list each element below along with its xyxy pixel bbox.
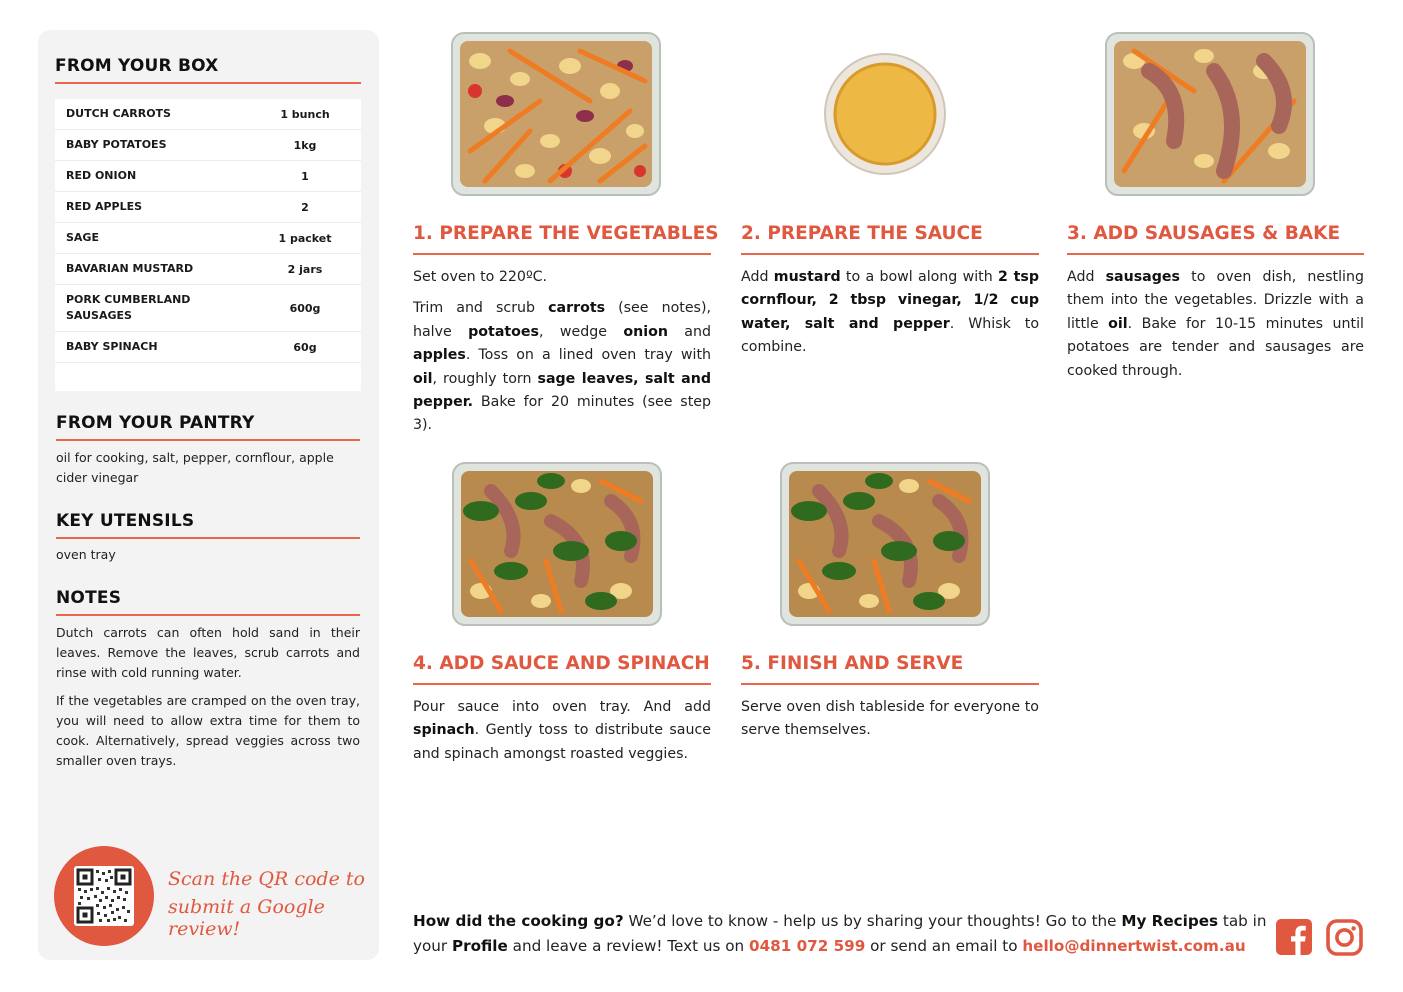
instagram-icon[interactable] [1326,919,1363,956]
ingredient-name: DUTCH CARROTS [66,107,171,120]
qr-badge[interactable] [54,846,154,946]
ingredient-qty: 2 [301,200,309,214]
my-recipes-link[interactable]: My Recipes [1121,912,1219,930]
footer-text: and leave a review! Text us on [507,937,750,955]
step-text: (see notes), halve [413,300,711,340]
step-3-sausages-image [1104,31,1316,197]
table-row [55,130,361,161]
feedback-question: How did the cooking go? [413,912,624,930]
table-row [55,161,361,192]
qr-code-icon [74,866,134,926]
utensils-text: oven tray [56,547,116,562]
step-rule [413,253,711,255]
footer-text: tab in your [413,912,1267,955]
step-paragraph [741,696,1039,743]
step-text: Set oven to 220ºC. [413,269,548,285]
step-4-title: 4. ADD SAUCE AND SPINACH [413,653,710,674]
step-1-vegetables-image [450,31,662,197]
ingredient-qty: 600g [289,301,321,315]
step-2-sauce-bowl-image [823,52,947,176]
step-5-body [741,696,1039,751]
footer-text: or send an email to [865,937,1023,955]
qr-caption-line2: submit a Google review! [168,896,325,940]
step-paragraph [413,266,711,289]
ingredient-qty: 60g [293,340,317,354]
ingredient-name: PORK CUMBERLAND SAUSAGES [66,293,191,322]
heading-rule [56,537,360,539]
ingredient-emphasis: sausages [1105,269,1180,285]
step-paragraph [741,266,1039,360]
ingredient-emphasis: oil [413,370,433,387]
sidebar-panel [38,30,379,960]
heading-rule [55,82,361,84]
step-text: . Bake for 10-15 minutes until potatoes are tender and sausages are cooked through. [1067,315,1364,379]
table-row [55,254,361,285]
ingredient-qty: 2 jars [287,262,323,276]
ingredient-emphasis: potatoes [468,323,539,340]
table-row [55,223,361,254]
step-3-title: 3. ADD SAUSAGES & BAKE [1067,223,1341,244]
step-text: Bake for 20 minutes (see step 3). [413,394,711,434]
table-row [55,99,361,130]
pantry-text: oil for cooking, salt, pepper, cornflour, apple cider vinegar [56,450,334,485]
step-paragraph [413,297,711,437]
step-text: , roughly torn [432,370,538,387]
step-paragraph [1067,266,1364,383]
qr-code[interactable] [74,866,134,926]
footer-text: We’d love to know - help us by sharing your thoughts! Go to the [623,912,1122,930]
ingredient-emphasis: spinach [413,722,475,739]
step-text: and [667,323,711,340]
step-5-title: 5. FINISH AND SERVE [741,653,964,674]
notes-paragraph: Dutch carrots can often hold sand in their leaves. Remove the leaves, scrub carrots and rinse with cold running water. [56,625,360,680]
heading-rule [56,439,360,441]
from-your-pantry-heading: FROM YOUR PANTRY [56,413,255,433]
step-text: Trim and scrub [413,300,549,317]
step-paragraph [413,696,711,766]
step-2-body [741,266,1039,368]
ingredient-emphasis: sage leaves, salt and pepper. [413,370,711,411]
table-row [55,192,361,223]
step-text: Serve oven dish tableside for everyone to serve themselves. [741,699,1039,739]
step-text: to a bowl along with [840,269,999,285]
step-rule [413,683,711,685]
ingredient-name: SAGE [66,231,99,244]
ingredient-emphasis: 2 tsp cornflour, 2 tbsp vinegar, 1/2 cup water, salt and pepper [741,269,1039,332]
step-3-body [1067,266,1364,391]
phone-link[interactable]: 0481 072 599 [749,937,866,955]
ingredient-name: BAVARIAN MUSTARD [66,262,194,275]
profile-link[interactable]: Profile [451,937,508,955]
step-text: . Whisk to combine. [741,315,1040,356]
step-text: Pour sauce into oven tray. And add [413,699,711,715]
step-2-title: 2. PREPARE THE SAUCE [741,223,983,244]
from-your-box-heading: FROM YOUR BOX [55,56,219,76]
step-text: , wedge [539,323,624,340]
qr-caption-line1: Scan the QR code to [168,868,365,890]
ingredient-emphasis: onion [623,323,668,340]
facebook-icon[interactable] [1276,919,1312,955]
step-1-body [413,266,711,446]
step-4-body [413,696,711,774]
email-link[interactable]: hello@dinnertwist.com.au [1022,937,1246,955]
ingredient-name: BABY POTATOES [66,138,167,151]
ingredients-table [55,99,361,391]
ingredient-emphasis: oil [1108,315,1128,332]
notes-heading: NOTES [56,588,122,608]
table-row [55,332,361,363]
step-rule [741,683,1039,685]
notes-paragraph: If the vegetables are cramped on the oven tray, you will need to allow extra time for them to cook. Alternatively, spread veggies across two smaller oven trays. [56,693,360,768]
step-1-title: 1. PREPARE THE VEGETABLES [413,223,719,244]
step-text: . Toss on a lined oven tray with [465,347,711,364]
ingredient-emphasis: apples [413,347,466,364]
ingredient-qty: 1 packet [278,231,332,245]
table-row [55,285,361,332]
step-4-spinach-image [451,461,663,627]
ingredient-emphasis: mustard [773,269,841,285]
ingredient-qty: 1kg [293,138,317,152]
ingredient-name: BABY SPINACH [66,340,158,353]
ingredient-name: RED APPLES [66,200,143,213]
step-5-serve-image [779,461,991,627]
step-rule [1067,253,1364,255]
ingredient-emphasis: carrots [548,300,606,317]
step-text: . Gently toss to distribute sauce and spinach amongst roasted veggies. [413,722,711,762]
ingredient-name: RED ONION [66,169,137,182]
step-text: Add [1067,269,1106,285]
heading-rule [56,614,360,616]
ingredient-qty: 1 [301,169,309,183]
step-text: to oven dish, nestling them into the vegetables. Drizzle with a little [1067,269,1364,332]
key-utensils-heading: KEY UTENSILS [56,511,195,531]
step-text: Add [741,269,774,285]
feedback-footer [413,909,1273,959]
ingredient-qty: 1 bunch [280,107,330,121]
step-rule [741,253,1039,255]
